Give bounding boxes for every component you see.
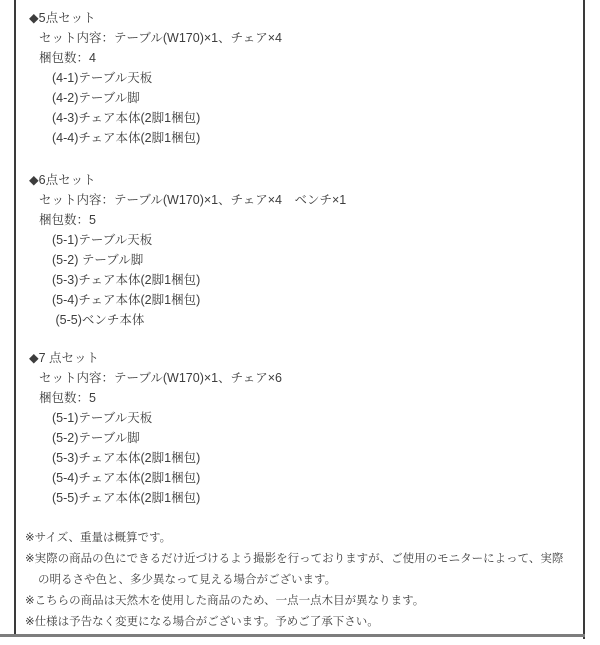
note-spec-change: ※仕様は予告なく変更になる場合がございます。予めご了承下さい。: [25, 616, 379, 628]
package-item: (5-5)チェア本体(2脚1梱包): [52, 491, 201, 505]
set-section-7piece: [25, 348, 569, 508]
package-item: (5-3)チェア本体(2脚1梱包): [52, 451, 201, 465]
table-right-border: [583, 0, 585, 639]
package-item: (4-2)テーブル脚: [52, 91, 140, 105]
package-item: (5-4)チェア本体(2脚1梱包): [52, 471, 201, 485]
package-item: (5-3)チェア本体(2脚1梱包): [52, 273, 201, 287]
package-item: (5-2)テーブル脚: [52, 431, 140, 445]
set-section-5piece: [25, 8, 569, 148]
table-bottom-border: [0, 634, 585, 637]
package-item: (4-1)テーブル天板: [52, 71, 153, 85]
set-heading: ◆7 点セット: [29, 351, 100, 365]
note-natural-wood: ※こちらの商品は天然木を使用した商品のため、一点一点木目が異なります。: [25, 595, 425, 607]
package-item: (5-2) テーブル脚: [52, 253, 144, 267]
package-count-line: 梱包数：5: [39, 391, 96, 405]
package-item: (5-1)テーブル天板: [52, 411, 153, 425]
product-spec-panel: [16, 0, 583, 633]
package-item: (5-1)テーブル天板: [52, 233, 153, 247]
package-item: (4-4)チェア本体(2脚1梱包): [52, 131, 201, 145]
set-heading: ◆6点セット: [29, 173, 96, 187]
package-item: (4-3)チェア本体(2脚1梱包): [52, 111, 201, 125]
note-monitor-color: ※実際の商品の色にできるだけ近づけるよう撮影を行っておりますが、ご使用のモニターによって、実際の明るさや色と、多少異なって見える場合がございます。: [25, 553, 564, 586]
disclaimer-notes: [25, 528, 569, 633]
set-contents-line: セット内容：テーブル(W170)×1、チェア×4: [39, 31, 282, 45]
set-heading: ◆5点セット: [29, 11, 96, 25]
set-contents-line: セット内容：テーブル(W170)×1、チェア×6: [39, 371, 282, 385]
set-contents-line: セット内容：テーブル(W170)×1、チェア×4 ベンチ×1: [39, 193, 347, 207]
package-item: (5-5)ベンチ本体: [52, 313, 145, 327]
note-size-approx: ※サイズ、重量は概算です。: [25, 532, 172, 544]
package-count-line: 梱包数：5: [39, 213, 96, 227]
set-section-6piece: [25, 170, 569, 330]
package-count-line: 梱包数：4: [39, 51, 96, 65]
package-item: (5-4)チェア本体(2脚1梱包): [52, 293, 201, 307]
